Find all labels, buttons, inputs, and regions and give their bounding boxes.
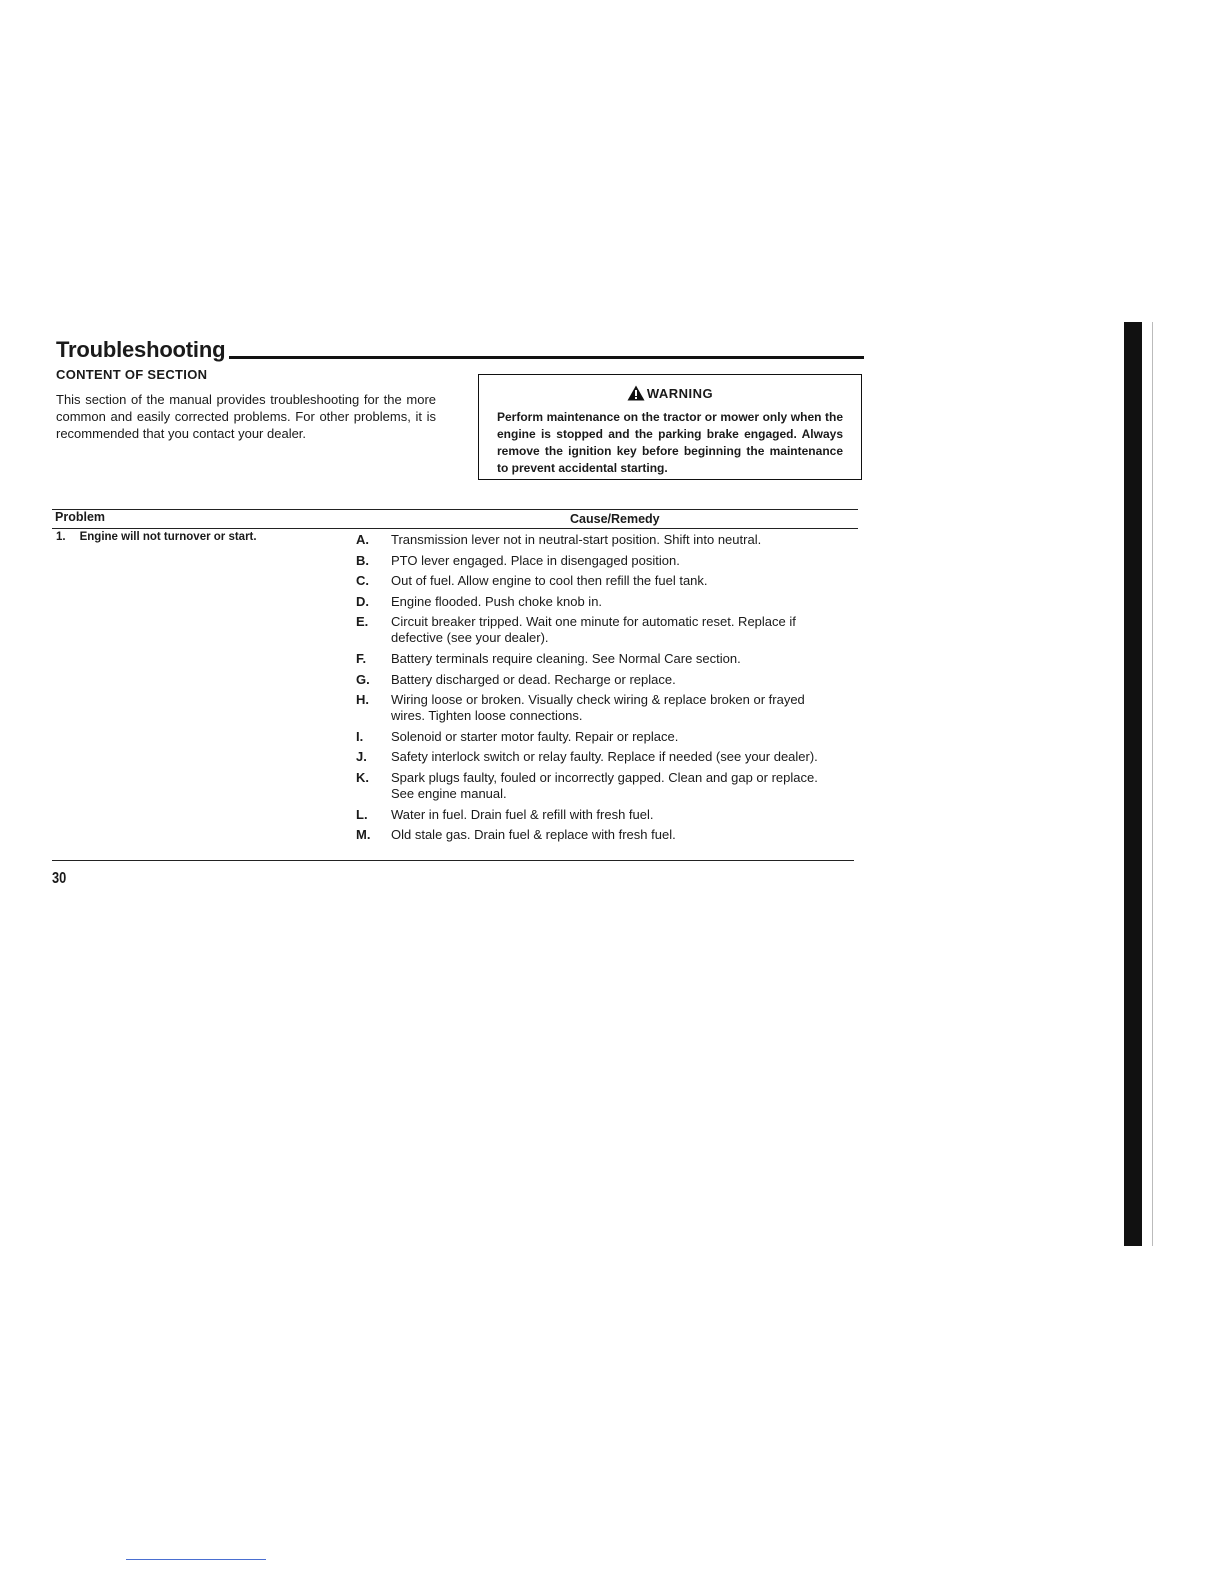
remedy-text: Out of fuel. Allow engine to cool then refill the fuel tank. [391, 573, 708, 589]
remedy-item [356, 672, 836, 688]
remedy-item [356, 729, 836, 745]
remedy-item [356, 770, 836, 802]
table-header-rule [52, 528, 858, 529]
problem-number: 1. [56, 531, 66, 543]
bottom-rule [126, 1559, 266, 1560]
remedy-letter: E. [356, 614, 369, 630]
section-intro-text: This section of the manual provides troubleshooting for the more common and easily corrected problems. For other problems, it is recommended that you contact your dealer. [56, 392, 436, 441]
remedy-letter: I. [356, 728, 364, 744]
problem-item [56, 531, 257, 543]
remedy-letter: C. [356, 573, 369, 589]
remedy-letter: M. [356, 827, 371, 843]
remedy-text: Battery terminals require cleaning. See Normal Care section. [391, 650, 741, 666]
section-heading: CONTENT OF SECTION [56, 367, 208, 382]
warning-header [497, 383, 843, 403]
remedy-letter: G. [356, 671, 370, 687]
remedy-list [356, 532, 836, 848]
remedy-text: Solenoid or starter motor faulty. Repair or replace. [391, 728, 679, 744]
page-title: Troubleshooting [56, 337, 226, 362]
column-header-problem: Problem [55, 510, 106, 524]
remedy-letter: B. [356, 552, 369, 568]
remedy-item [356, 553, 836, 569]
warning-label: WARNING [646, 385, 714, 401]
remedy-text: Water in fuel. Drain fuel & refill with fresh fuel. [391, 806, 654, 822]
remedy-item [356, 532, 836, 548]
remedy-item [356, 692, 836, 724]
scan-edge-bar [1124, 322, 1142, 1246]
page-number: 30 [52, 870, 67, 887]
remedy-letter: F. [356, 650, 367, 666]
remedy-item [356, 594, 836, 610]
remedy-letter: A. [356, 532, 369, 547]
remedy-item [356, 807, 836, 823]
remedy-letter: L. [356, 806, 368, 822]
remedy-item [356, 573, 836, 589]
remedy-text: Safety interlock switch or relay faulty. Replace if needed (see your dealer). [391, 749, 818, 765]
remedy-letter: D. [356, 593, 369, 609]
warning-box [478, 374, 862, 480]
title-row [56, 334, 864, 362]
warning-text: Perform maintenance on the tractor or mower only when the engine is stopped and the parking brake engaged. Always remove the ignition key before beginning the maintenance to prevent accidental starting. [497, 410, 843, 475]
warning-triangle-icon [627, 385, 645, 401]
remedy-item [356, 749, 836, 765]
remedy-item [356, 651, 836, 667]
remedy-item [356, 827, 836, 843]
remedy-text: Wiring loose or broken. Visually check wiring & replace broken or frayed wires. Tighten loose connections. [391, 692, 805, 724]
remedy-letter: K. [356, 769, 369, 785]
scan-edge-line [1152, 322, 1153, 1246]
remedy-text: Battery discharged or dead. Recharge or replace. [391, 671, 676, 687]
remedy-text: PTO lever engaged. Place in disengaged position. [391, 552, 680, 568]
column-header-cause-remedy: Cause/Remedy [570, 512, 660, 526]
remedy-letter: H. [356, 692, 369, 708]
problem-label: Engine will not turnover or start. [79, 531, 257, 543]
remedy-text: Circuit breaker tripped. Wait one minute for automatic reset. Replace if defective (see your dealer). [391, 614, 796, 646]
remedy-text: Engine flooded. Push choke knob in. [391, 593, 603, 609]
title-rule [229, 356, 864, 359]
table-top-rule [52, 509, 858, 510]
table-bottom-rule [52, 860, 854, 861]
remedy-text: Old stale gas. Drain fuel & replace with fresh fuel. [391, 827, 676, 843]
remedy-text: Spark plugs faulty, fouled or incorrectly gapped. Clean and gap or replace. See engine manual. [391, 769, 818, 801]
remedy-item [356, 614, 836, 646]
remedy-letter: J. [356, 749, 367, 765]
remedy-text: Transmission lever not in neutral-start position. Shift into neutral. [391, 532, 762, 547]
